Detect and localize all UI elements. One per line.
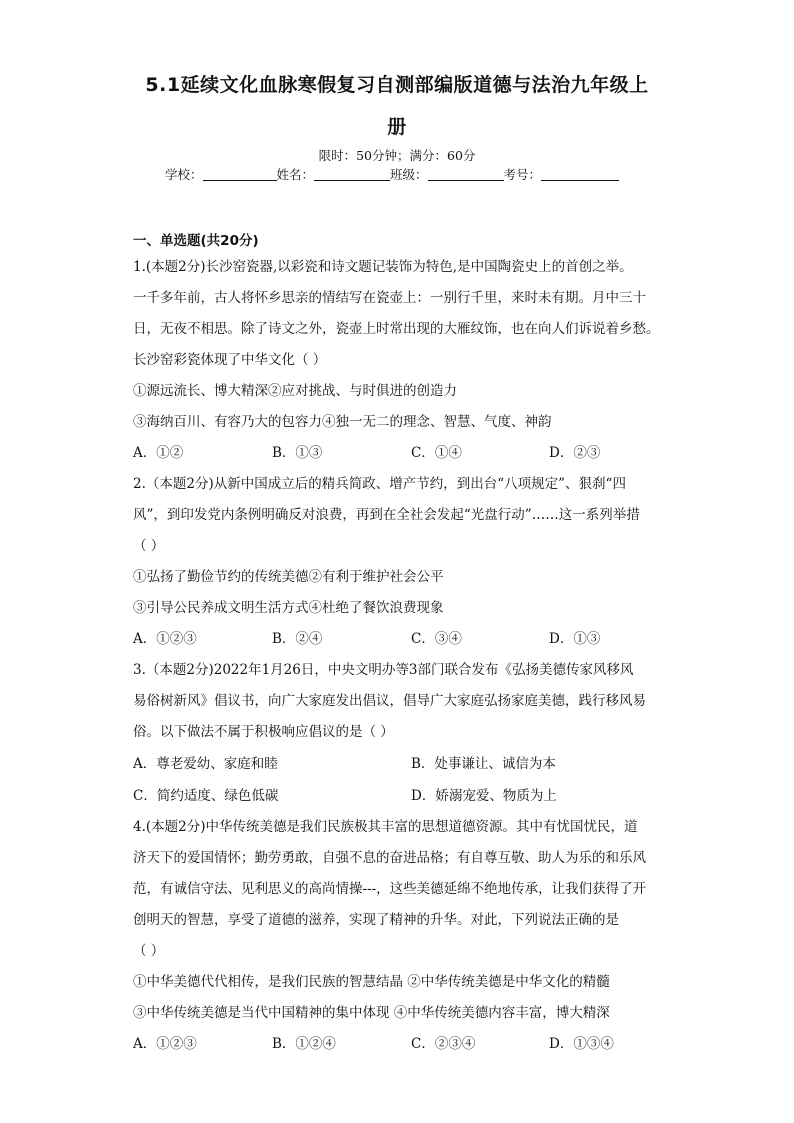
question-3-option-a[interactable]: A．尊老爱幼、家庭和睦 (133, 756, 278, 772)
name-field[interactable] (314, 168, 390, 181)
question-3-line: 易俗树新风》倡议书，向广大家庭发出倡议，倡导广大家庭弘扬家庭美德，践行移风易 (133, 693, 646, 709)
question-2-line: （ ） (133, 538, 165, 554)
question-4-line: 4.(本题2分)中华传统美德是我们民族极其丰富的思想道德资源。其中有忧国忧民，道 (133, 819, 638, 835)
question-4-line: 济天下的爱国情怀；勤劳勇敢，自强不息的奋进品格；有自尊互敬、助人为乐的和乐风 (133, 850, 646, 866)
question-4-option-a[interactable]: A．①②③ (133, 1036, 197, 1052)
question-3-line: 3.（本题2分)2022年1月26日，中央文明办等3部门联合发布《弘扬美德传家风移风 (133, 662, 634, 678)
question-3-option-c[interactable]: C．简约适度、绿色低碳 (133, 788, 279, 804)
question-1-statement: ①源远流长、博大精深②应对挑战、与时俱进的创造力 (133, 383, 457, 399)
question-3-option-b[interactable]: B．处事谦让、诚信为本 (411, 756, 556, 772)
question-4-option-c[interactable]: C．②③④ (411, 1036, 476, 1052)
time-score-info: 限时：50分钟；满分：60分 (318, 148, 476, 163)
class-field[interactable] (428, 168, 504, 181)
question-1-option-c[interactable]: C．①④ (411, 445, 462, 461)
question-2-option-c[interactable]: C．③④ (411, 631, 462, 647)
question-4-line: （ ） (133, 943, 165, 959)
question-4-option-d[interactable]: D．①③④ (549, 1036, 614, 1052)
question-1-line: 一千多年前，古人将怀乡思亲的情结写在瓷壶上：一别行千里，来时未有期。月中三十 (133, 290, 646, 306)
name-label: 姓名： (276, 167, 315, 182)
question-1-option-d[interactable]: D．②③ (549, 445, 601, 461)
question-1-statement: ③海纳百川、有容乃大的包容力④独一无二的理念、智慧、气度、神韵 (133, 414, 552, 430)
question-2-statement: ①弘扬了勤俭节约的传统美德②有利于维护社会公平 (133, 569, 444, 585)
question-3-option-d[interactable]: D．娇溺宠爱、物质为上 (411, 788, 557, 804)
question-2-line: 2.（本题2分)从新中国成立后的精兵简政、增产节约，到出台“八项规定”、狠刹“四 (133, 476, 626, 492)
exam-title-line-2: 册 (387, 116, 407, 138)
question-2-option-a[interactable]: A．①②③ (133, 631, 197, 647)
question-2-option-b[interactable]: B．②④ (272, 631, 323, 647)
school-label: 学校： (165, 167, 203, 182)
number-label: 考号： (503, 167, 542, 182)
school-field[interactable] (203, 168, 277, 181)
question-1-option-a[interactable]: A．①② (133, 445, 184, 461)
number-field[interactable] (541, 168, 619, 181)
question-3-line: 俗。以下做法不属于积极响应倡议的是（ ） (133, 724, 394, 740)
question-1-option-b[interactable]: B．①③ (272, 445, 323, 461)
class-label: 班级： (390, 167, 428, 182)
question-1-line: 1.(本题2分)长沙窑瓷器,以彩瓷和诗文题记装饰为特色,是中国陶瓷史上的首创之举。 (133, 259, 633, 275)
exam-title-line-1: 5.1延续文化血脉寒假复习自测部编版道德与法治九年级上 (145, 74, 649, 96)
section-title: 一、单选题(共20分) (133, 233, 259, 249)
question-4-line: 创明天的智慧，享受了道德的滋养，实现了精神的升华。对此，下列说法正确的是 (133, 912, 619, 928)
question-4-statement: ①中华美德代代相传，是我们民族的智慧结晶 ②中华传统美德是中华文化的精髓 (133, 974, 610, 990)
question-4-statement: ③中华传统美德是当代中国精神的集中体现 ④中华传统美德内容丰富，博大精深 (133, 1005, 610, 1021)
student-info-row (165, 165, 619, 183)
question-2-line: 风”，到印发党内条例明确反对浪费，再到在全社会发起“光盘行动”……这一系列举措 (133, 507, 640, 523)
question-2-option-d[interactable]: D．①③ (549, 631, 601, 647)
question-4-option-b[interactable]: B．①②④ (272, 1036, 336, 1052)
question-1-line: 长沙窑彩瓷体现了中华文化（ ） (133, 352, 327, 368)
question-4-line: 范，有诚信守法、见利思义的高尚情操---，这些美德延绵不绝地传承，让我们获得了开 (133, 881, 647, 897)
question-1-line: 日，无夜不相思。除了诗文之外，瓷壶上时常出现的大雁纹饰，也在向人们诉说着乡愁。 (133, 321, 660, 337)
question-2-statement: ③引导公民养成文明生活方式④杜绝了餐饮浪费现象 (133, 600, 444, 616)
